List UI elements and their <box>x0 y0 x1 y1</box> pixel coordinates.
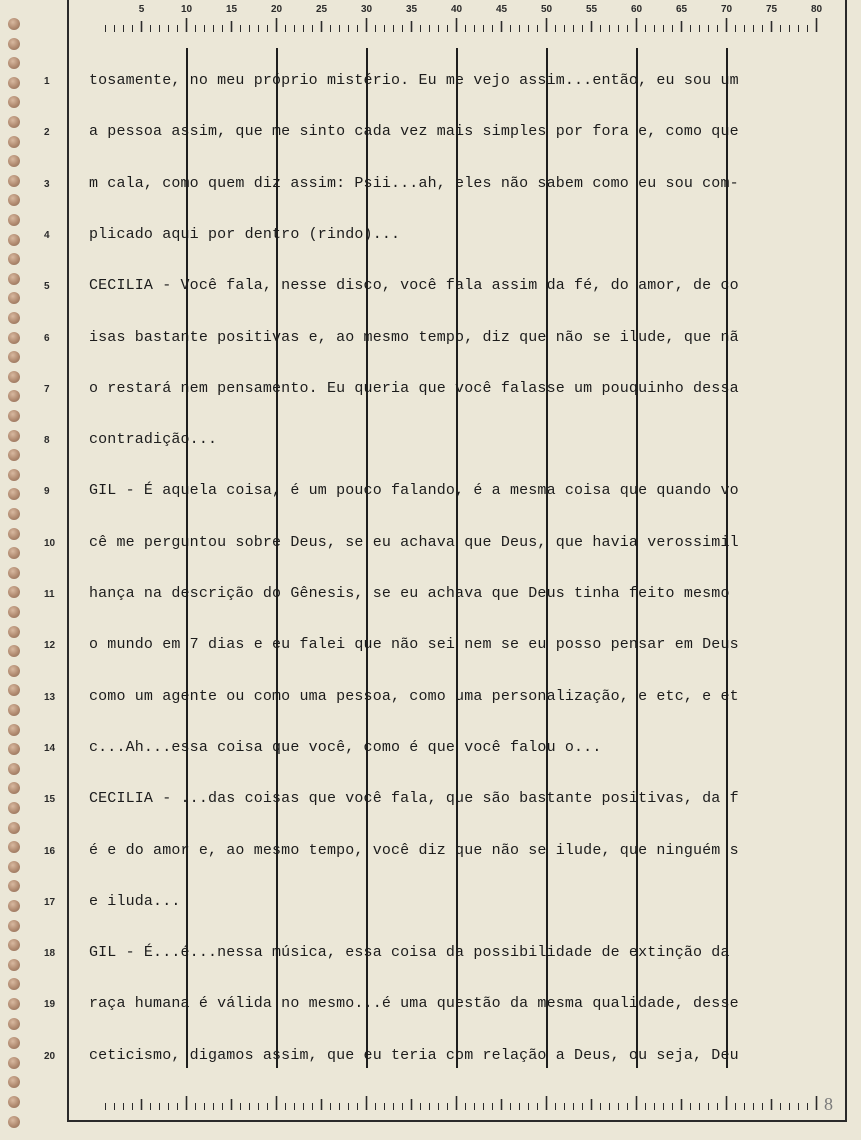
column-guide <box>636 48 638 1068</box>
ruler-number: 45 <box>495 4 508 15</box>
binder-hole <box>8 1057 20 1069</box>
ruler-number: 25 <box>315 4 328 15</box>
binder-hole <box>8 782 20 794</box>
binder-hole <box>8 488 20 500</box>
column-guide <box>366 48 368 1068</box>
binder-hole <box>8 606 20 618</box>
binder-hole <box>8 116 20 128</box>
binder-hole <box>8 763 20 775</box>
line-number: 15 <box>44 794 56 806</box>
binder-hole <box>8 626 20 638</box>
page-number: 8 <box>824 1094 833 1114</box>
top-ruler <box>98 4 823 34</box>
binder-hole <box>8 822 20 834</box>
ruler-number: 80 <box>810 4 823 15</box>
ruler-number: 10 <box>180 4 193 15</box>
binder-hole <box>8 214 20 226</box>
binder-hole <box>8 1116 20 1128</box>
binder-hole <box>8 959 20 971</box>
binder-hole <box>8 645 20 657</box>
binder-hole <box>8 665 20 677</box>
binder-hole <box>8 704 20 716</box>
transcript-line: cê me perguntou sobre Deus, se eu achava que Deus, que havia verossimil <box>89 533 739 551</box>
line-number: 10 <box>44 537 56 549</box>
ruler-number: 55 <box>585 4 598 15</box>
binder-hole <box>8 1037 20 1049</box>
binder-hole <box>8 939 20 951</box>
transcript-line: o restará nem pensamento. Eu queria que você falasse um pouquinho dessa <box>89 379 739 397</box>
binder-hole <box>8 880 20 892</box>
transcript-line: GIL - É...é...nessa música, essa coisa da possibilidade de extinção da <box>89 944 730 962</box>
transcript-line: é e do amor e, ao mesmo tempo, você diz que não se ilude, que ninguém s <box>89 841 739 859</box>
binder-hole <box>8 528 20 540</box>
line-number: 12 <box>44 640 56 652</box>
binder-hole <box>8 920 20 932</box>
transcript-line: e iluda... <box>89 892 181 910</box>
binder-hole <box>8 194 20 206</box>
binder-hole <box>8 38 20 50</box>
binder-hole <box>8 273 20 285</box>
ruler-number: 5 <box>138 4 145 15</box>
line-number: 5 <box>44 281 50 293</box>
binder-hole <box>8 234 20 246</box>
transcript-line: CECILIA - ...das coisas que você fala, que são bastante positivas, da f <box>89 790 739 808</box>
binder-hole <box>8 77 20 89</box>
binder-hole <box>8 292 20 304</box>
column-guide <box>726 48 728 1068</box>
column-guide <box>456 48 458 1068</box>
binder-hole <box>8 586 20 598</box>
binder-hole <box>8 1018 20 1030</box>
column-guide <box>546 48 548 1068</box>
transcript-line: tosamente, no meu próprio mistério. Eu me vejo assim...então, eu sou um <box>89 72 739 89</box>
ruler-number: 15 <box>225 4 238 15</box>
line-number: 16 <box>44 845 56 857</box>
line-number: 17 <box>44 896 56 908</box>
binder-hole <box>8 449 20 461</box>
transcript-line: CECILIA - Você fala, nesse disco, você fala assim da fé, do amor, de co <box>89 277 739 295</box>
binder-hole <box>8 978 20 990</box>
binder-hole <box>8 155 20 167</box>
binder-hole <box>8 508 20 520</box>
binder-hole <box>8 136 20 148</box>
column-guide <box>186 48 188 1068</box>
binder-hole <box>8 802 20 814</box>
transcript-line: hança na descrição do Gênesis, se eu achava que Deus tinha feito mesmo <box>89 585 730 602</box>
line-number: 13 <box>44 691 56 703</box>
binder-hole <box>8 175 20 187</box>
binder-hole <box>8 684 20 696</box>
binder-hole <box>8 312 20 324</box>
transcript-line: como um agente ou como uma pessoa, como uma personalização, e etc, e et <box>89 687 739 705</box>
binder-hole <box>8 998 20 1010</box>
line-number: 20 <box>44 1050 56 1062</box>
transcript-line: o mundo em 7 dias e eu falei que não sei nem se eu posso pensar em Deus <box>89 636 739 654</box>
binder-hole <box>8 841 20 853</box>
binder-hole <box>8 567 20 579</box>
transcript-line: raça humana é válida no mesmo...é uma questão da mesma qualidade, desse <box>89 995 739 1013</box>
binder-hole <box>8 57 20 69</box>
ruler-number: 35 <box>405 4 418 15</box>
ruler-number: 30 <box>360 4 373 15</box>
ruler-number: 40 <box>450 4 463 15</box>
line-number: 3 <box>44 178 50 190</box>
transcript-line: m cala, como quem diz assim: Psii...ah, eles não sabem como eu sou com- <box>89 174 739 192</box>
binder-hole <box>8 1096 20 1108</box>
ruler-number: 20 <box>270 4 283 15</box>
line-number: 6 <box>44 332 50 344</box>
transcript-line: contradição... <box>89 431 218 449</box>
ruler-number: 65 <box>675 4 688 15</box>
ruler-number: 50 <box>540 4 553 15</box>
line-number: 1 <box>44 76 50 87</box>
line-number: 8 <box>44 435 50 447</box>
binder-hole <box>8 724 20 736</box>
ruler-number: 75 <box>765 4 778 15</box>
binder-hole <box>8 1076 20 1088</box>
line-number: 7 <box>44 383 50 395</box>
bottom-ruler-ticks <box>98 1090 818 1120</box>
transcript-line: isas bastante positivas e, ao mesmo tempo, diz que não se ilude, que nã <box>89 328 739 346</box>
ruler-number: 60 <box>630 4 643 15</box>
binder-hole <box>8 96 20 108</box>
line-number: 19 <box>44 999 56 1011</box>
binder-hole <box>8 547 20 559</box>
line-number: 9 <box>44 486 50 498</box>
binder-hole <box>8 900 20 912</box>
transcript-line: a pessoa assim, que me sinto cada vez mais simples por fora e, como que <box>89 123 739 141</box>
line-number: 11 <box>44 589 55 600</box>
transcript-line: c...Ah...essa coisa que você, como é que você falou o... <box>89 738 602 756</box>
binder-hole <box>8 18 20 30</box>
bottom-ruler <box>98 1090 818 1120</box>
line-number: 4 <box>44 229 50 241</box>
column-guide <box>276 48 278 1068</box>
binder-hole <box>8 861 20 873</box>
line-number: 18 <box>44 948 56 960</box>
binder-hole <box>8 390 20 402</box>
binder-hole <box>8 410 20 422</box>
ruler-number: 70 <box>720 4 733 15</box>
binder-hole <box>8 351 20 363</box>
binder-hole <box>8 371 20 383</box>
binder-hole <box>8 332 20 344</box>
binder-hole <box>8 253 20 265</box>
line-number: 2 <box>44 127 50 139</box>
transcript-line: plicado aqui por dentro (rindo)... <box>89 225 401 243</box>
binder-hole <box>8 430 20 442</box>
binder-hole <box>8 743 20 755</box>
transcript-line: GIL - É aquela coisa, é um pouco falando, é a mesma coisa que quando vo <box>89 482 739 500</box>
line-number: 14 <box>44 742 56 754</box>
binder-hole <box>8 469 20 481</box>
transcript-line: ceticismo, digamos assim, que eu teria com relação a Deus, ou seja, Deu <box>89 1046 739 1064</box>
